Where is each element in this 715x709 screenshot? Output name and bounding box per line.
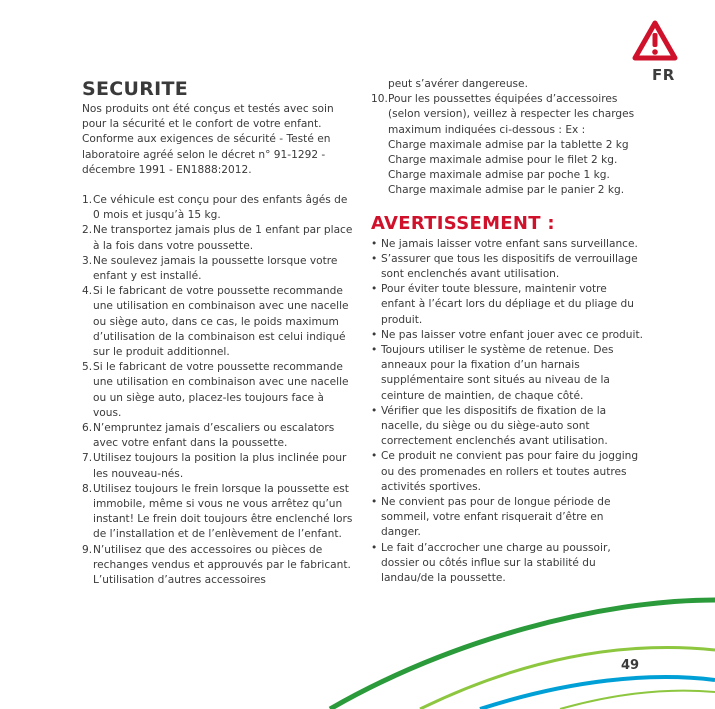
list-item: • Pour éviter toute blessure, maintenir votre enfant à l’écart lors du dépliage et du pliage du produit. xyxy=(371,283,634,326)
securite-intro: Nos produits ont été conçus et testés avec soin pour la sécurité et le confort de votre enfant. Conforme aux exigences de sécurité - Testé en laboratoire agréé selon le décret n° 91-1292 - décembre 1991 - EN1888:2012. xyxy=(82,103,334,176)
list-item: • Le fait d’accrocher une charge au poussoir, dossier ou côtés influe sur la stabilité du landau/de la poussette. xyxy=(371,541,611,585)
list-item: 4. Si le fabricant de votre poussette recommande une utilisation en combinaison avec une nacelle ou siège auto, dans ce cas, le poids maximum d’utilisation de la combinaison est celui indiqué sur le produit additionnel. xyxy=(82,285,349,359)
list-item: • Ne jamais laisser votre enfant sans surveillance. xyxy=(371,237,638,250)
list-item: 10. Pour les poussettes équipées d’accessoires (selon version), veillez à respecter les charges maximum indiquées ci-dessous : Ex : Charge maximale admise par la tablette 2 kg Charge maximale admise pour le filet 2 kg. Charge maximale admise par poche 1 kg. Charge maximale admise par le panier 2 kg. xyxy=(371,92,643,198)
list-item: • Vérifier que les dispositifs de fixation de la nacelle, du siège ou du siège-auto sont correctement enclenchés avant utilisation. xyxy=(371,404,608,448)
list-item: 2. Ne transportez jamais plus de 1 enfant par place à la fois dans votre poussette. xyxy=(82,224,353,252)
list-item: 6. N’empruntez jamais d’escaliers ou escalators avec votre enfant dans la poussette. xyxy=(82,422,335,450)
page-number: 49 xyxy=(621,658,640,673)
warning-triangle-icon xyxy=(632,20,678,62)
charge-line: Charge maximale admise pour le filet 2 kg. xyxy=(388,154,618,167)
right-column xyxy=(371,77,643,586)
list-item: 8. Utilisez toujours le frein lorsque la poussette est immobile, même si vous ne vous arrêtez qu’un instant! Le frein doit toujours être enclenché lors de l’installation et de l’enlèvement de l’enfant. xyxy=(82,482,353,541)
charge-line: Charge maximale admise par la tablette 2 kg xyxy=(388,138,629,151)
list-item: 5. Si le fabricant de votre poussette recommande une utilisation en combinaison avec une nacelle ou un siège auto, placez-les toujours face à vous. xyxy=(82,361,349,419)
securite-list-cont xyxy=(371,92,643,198)
charge-line: Charge maximale admise par le panier 2 kg. xyxy=(388,184,625,197)
list-item: 3. Ne soulevez jamais la poussette lorsque votre enfant y est installé. xyxy=(82,254,338,283)
avertissement-list xyxy=(371,237,643,587)
list-item: 1. Ce véhicule est conçu pour des enfants âgés de 0 mois et jusqu’à 15 kg. xyxy=(82,194,348,222)
list-item: • Ne pas laisser votre enfant jouer avec ce produit. xyxy=(371,328,643,341)
avertissement-title: AVERTISSEMENT : xyxy=(371,212,555,234)
list-item-continuation: peut s’avérer dangereuse. xyxy=(388,78,528,90)
left-column xyxy=(82,78,354,588)
securite-title: SECURITE xyxy=(82,78,189,100)
charge-line: Charge maximale admise par poche 1 kg. xyxy=(388,169,610,182)
list-item: 9. N’utilisez que des accessoires ou pièces de rechanges vendus et approuvés par le fabricant. L’utilisation d’autres accessoires xyxy=(82,543,351,587)
securite-list xyxy=(82,193,354,588)
language-label: FR xyxy=(652,66,675,84)
list-item: • S’assurer que tous les dispositifs de verrouillage sont enclenchés avant utilisation. xyxy=(371,252,638,281)
list-item: • Toujours utiliser le système de retenue. Des anneaux pour la fixation d’un harnais supplémentaire sont situés au niveau de la ceinture de maintien, de chaque côté. xyxy=(371,344,614,402)
list-item: • Ce produit ne convient pas pour faire du jogging ou des promenades en rollers et toutes autres activités sportives. xyxy=(371,450,639,493)
list-item: • Ne convient pas pour de longue période de sommeil, votre enfant risquerait d’être en danger. xyxy=(371,496,611,539)
list-item: 7. Utilisez toujours la position la plus inclinée pour les nouveau-nés. xyxy=(82,452,347,480)
